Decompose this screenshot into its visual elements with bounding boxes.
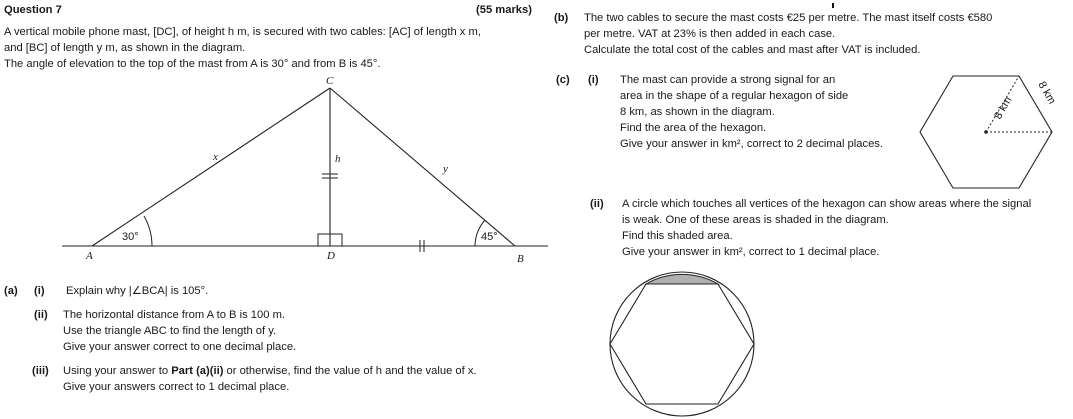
part-b-label: (b) (554, 12, 569, 24)
question-title: Question 7 (4, 4, 62, 16)
cable-ac (92, 88, 330, 246)
part-b-line-2: per metre. VAT at 23% is then added in each case. (584, 28, 836, 40)
part-c-i-num: (i) (588, 74, 599, 86)
part-c-i-line-5: Give your answer in km², correct to 2 decimal places. (620, 138, 883, 150)
center-dot (984, 130, 988, 134)
right-angle-left (318, 234, 330, 246)
part-c-label: (c) (556, 74, 570, 86)
label-y: y (443, 163, 448, 175)
circle-hexagon-diagram (606, 264, 756, 419)
triangle-diagram (0, 0, 560, 270)
side-label-1: 8 km (992, 94, 1015, 122)
label-c: C (326, 75, 334, 87)
label-a: A (86, 250, 93, 262)
right-angle-right (330, 234, 342, 246)
part-a-ii-line-3: Give your answer correct to one decimal place. (63, 341, 297, 353)
part-c-i-line-1: The mast can provide a strong signal for an (620, 74, 836, 86)
label-x: x (213, 151, 218, 163)
cable-bc (330, 88, 515, 246)
part-a-i-text: Explain why |∠BCA| is 105°. (66, 285, 209, 297)
part-c-ii-line-1: A circle which touches all vertices of the hexagon can show areas where the signal (622, 198, 1032, 210)
marks-label: (55 marks) (476, 4, 532, 16)
side-label-2: 8 km (1035, 79, 1058, 107)
angle-label-a: 30° (122, 231, 139, 243)
part-a-i-num: (i) (34, 285, 45, 297)
part-c-ii-num: (ii) (590, 198, 604, 210)
intro-line-1: A vertical mobile phone mast, [DC], of height h m, is secured with two cables: [AC] of length x m, (4, 26, 481, 38)
part-c-ii-line-4: Give your answer in km², correct to 1 decimal place. (622, 246, 880, 258)
part-a-iii-line-1: Using your answer to Part (a)(ii) or otherwise, find the value of h and the value of x. (63, 365, 477, 377)
intro-line-2: and [BC] of length y m, as shown in the diagram. (4, 42, 246, 54)
part-a-label: (a) (4, 285, 18, 297)
part-c-ii-line-3: Find this shaded area. (622, 230, 733, 242)
part-c-ii-line-2: is weak. One of these areas is shaded in the diagram. (622, 214, 889, 226)
label-h: h (335, 153, 341, 165)
inscribed-hexagon (610, 284, 754, 404)
part-a-iii-num: (iii) (32, 365, 49, 377)
angle-arc-a (144, 216, 152, 246)
label-d: D (327, 250, 335, 262)
part-a-iii-line-2: Give your answers correct to 1 decimal place. (63, 381, 290, 393)
part-a-ii-num: (ii) (34, 309, 48, 321)
circumscribed-circle (610, 272, 754, 416)
label-b: B (517, 253, 524, 265)
part-c-i-line-2: area in the shape of a regular hexagon of side (620, 90, 849, 102)
part-a-ii-line-1: The horizontal distance from A to B is 100 m. (63, 309, 285, 321)
part-b-line-3: Calculate the total cost of the cables and mast after VAT is included. (584, 44, 921, 56)
part-c-i-line-4: Find the area of the hexagon. (620, 122, 767, 134)
shaded-segment (646, 274, 718, 284)
hexagon-diagram (910, 68, 1060, 198)
part-b-line-1: The two cables to secure the mast costs €25 per metre. The mast itself costs €580 (584, 12, 993, 24)
part-a-ii-line-2: Use the triangle ABC to find the length of y. (63, 325, 277, 337)
stray-mark (832, 3, 834, 8)
part-c-i-line-3: 8 km, as shown in the diagram. (620, 106, 775, 118)
angle-label-b: 45° (481, 231, 498, 243)
intro-line-3: The angle of elevation to the top of the mast from A is 30° and from B is 45°. (4, 58, 381, 70)
